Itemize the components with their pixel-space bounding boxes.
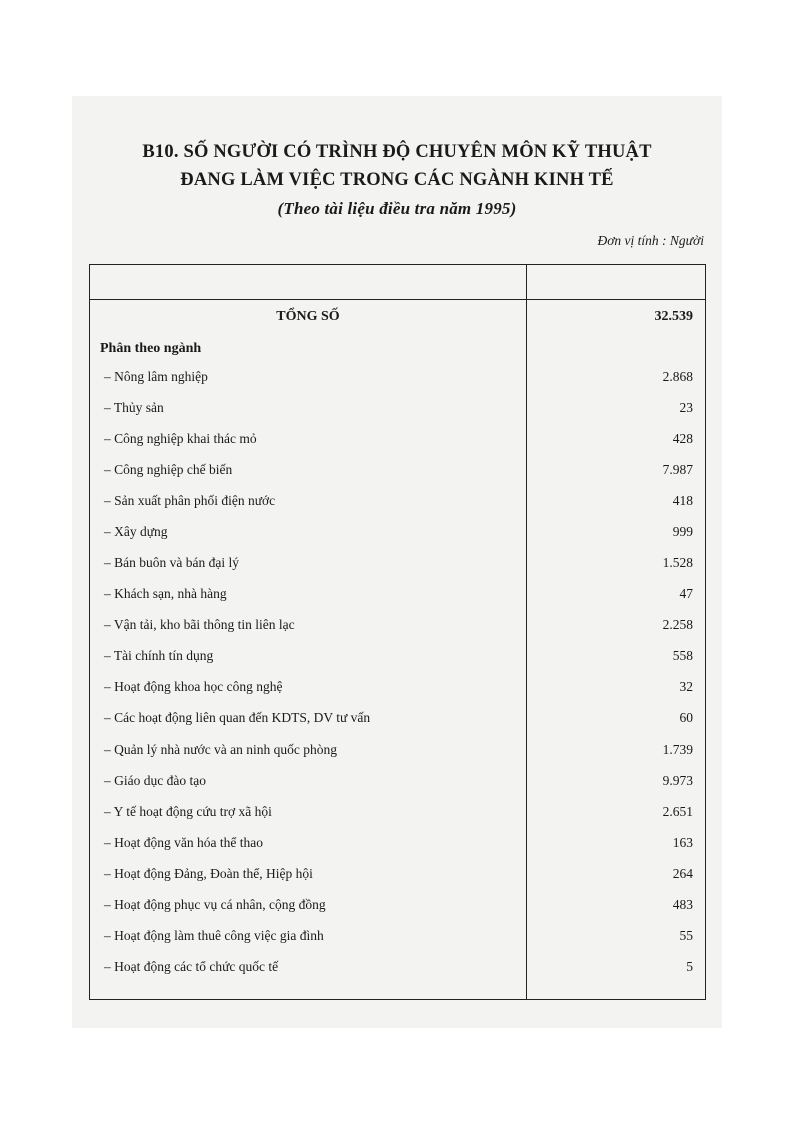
table-row [90, 369, 705, 389]
row-value: 5 [686, 959, 693, 974]
row-value: 32 [679, 679, 693, 694]
table-row [90, 742, 705, 762]
total-value: 32.539 [654, 309, 693, 324]
row-value: 60 [679, 710, 693, 725]
row-value: 9.973 [662, 773, 693, 788]
row-value: 1.528 [662, 555, 693, 570]
row-label: – Hoạt động Đảng, Đoàn thể, Hiệp hội [104, 866, 313, 881]
table-row [90, 648, 705, 668]
row-value: 2.258 [662, 617, 693, 632]
table-row [90, 804, 705, 824]
total-label: TỔNG SỐ [276, 309, 340, 324]
table-row [90, 400, 705, 420]
row-label: – Hoạt động các tổ chức quốc tế [104, 959, 279, 974]
row-value: 2.651 [662, 804, 693, 819]
row-label: – Sản xuất phân phối điện nước [104, 493, 276, 508]
row-value: 558 [672, 648, 693, 663]
table-row [90, 928, 705, 948]
row-value: 23 [679, 400, 693, 415]
table-row [90, 462, 705, 482]
row-label: – Hoạt động khoa học công nghệ [104, 679, 283, 694]
row-label: – Hoạt động phục vụ cá nhân, cộng đồng [104, 897, 326, 912]
row-value: 2.868 [662, 369, 693, 384]
row-value: 1.739 [662, 742, 693, 757]
table-row [90, 617, 705, 637]
row-value: 55 [679, 928, 693, 943]
header-divider [90, 299, 705, 300]
page-title-line-2: ĐANG LÀM VIỆC TRONG CÁC NGÀNH KINH TẾ [180, 170, 614, 190]
row-label: – Các hoạt động liên quan đến KDTS, DV tư vấn [104, 710, 371, 725]
row-value: 163 [672, 835, 693, 850]
row-label: – Quản lý nhà nước và an ninh quốc phòng [104, 742, 338, 757]
row-label: – Hoạt động làm thuê công việc gia đình [104, 928, 324, 943]
row-value: 47 [679, 586, 693, 601]
row-label: – Công nghiệp chế biến [104, 462, 233, 477]
row-label: – Thủy sản [104, 400, 164, 415]
unit-label: Đơn vị tính : Người [597, 233, 704, 248]
row-label: – Bán buôn và bán đại lý [104, 555, 239, 570]
row-label: – Y tế hoạt động cứu trợ xã hội [104, 804, 272, 819]
row-label: – Giáo dục đào tạo [104, 773, 206, 788]
table-row [90, 866, 705, 886]
table-row [90, 710, 705, 730]
row-label: – Công nghiệp khai thác mỏ [104, 431, 257, 446]
table-row [90, 959, 705, 979]
table-row [90, 773, 705, 793]
row-label: – Xây dựng [104, 524, 168, 539]
row-value: 7.987 [662, 462, 693, 477]
table-row [90, 431, 705, 451]
table-row [90, 493, 705, 513]
table-row [90, 897, 705, 917]
data-table [89, 264, 706, 1000]
row-value: 428 [672, 431, 693, 446]
page-subtitle: (Theo tài liệu điều tra năm 1995) [277, 199, 517, 218]
row-value: 999 [672, 524, 693, 539]
row-value: 418 [672, 493, 693, 508]
row-label: – Vận tải, kho bãi thông tin liên lạc [104, 617, 295, 632]
table-row [90, 835, 705, 855]
row-label: – Hoạt động văn hóa thể thao [104, 835, 263, 850]
table-row [90, 679, 705, 699]
table-row [90, 524, 705, 544]
row-value: 264 [672, 866, 693, 881]
table-row [90, 555, 705, 575]
page-title-line-1: B10. SỐ NGƯỜI CÓ TRÌNH ĐỘ CHUYÊN MÔN KỸ THUẬT [142, 142, 652, 162]
table-row [90, 586, 705, 606]
row-value: 483 [672, 897, 693, 912]
section-heading: Phân theo ngành [100, 341, 202, 356]
row-label: – Nông lâm nghiệp [104, 369, 208, 384]
row-label: – Tài chính tín dụng [104, 648, 214, 663]
row-label: – Khách sạn, nhà hàng [104, 586, 227, 601]
